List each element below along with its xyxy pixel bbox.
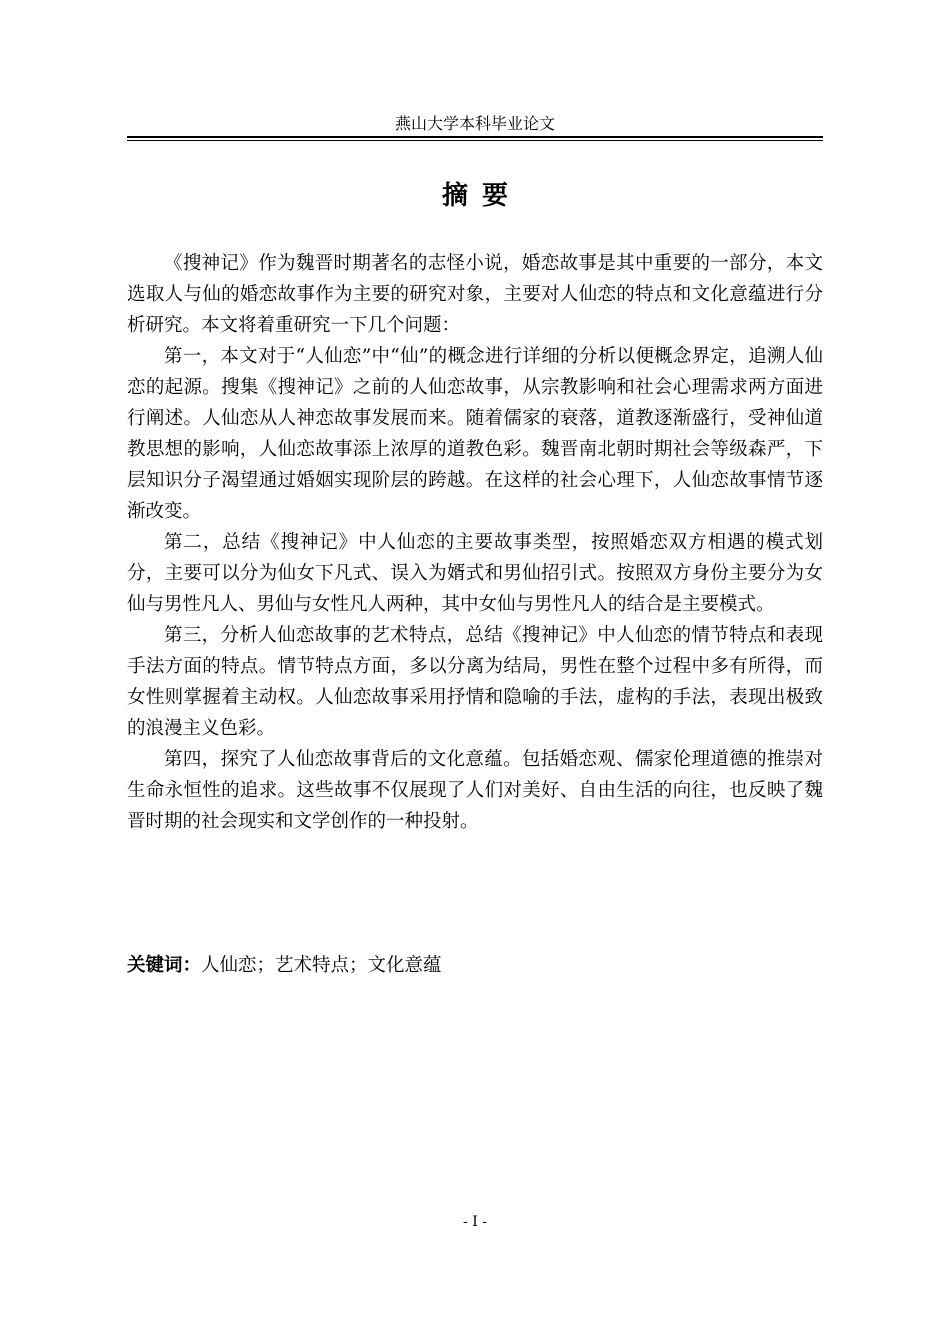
header-rule-thin (127, 140, 823, 141)
keywords-value: 人仙恋；艺术特点；文化意蕴 (201, 955, 442, 976)
header-rule-thick (127, 136, 823, 138)
keywords-line (127, 952, 823, 980)
abstract-title: 摘要 (441, 181, 522, 211)
running-header: 燕山大学本科毕业论文 (394, 114, 555, 133)
keywords-label: 关键词： (127, 955, 202, 976)
abstract-body (127, 248, 823, 837)
abstract-paragraph-first: 第一，本文对于“人仙恋”中“仙”的概念进行详细的分析以便概念界定，追溯人仙恋的起源。搜集《搜神记》之前的人仙恋故事，从宗教影响和社会心理需求两方面进行阐述。人仙恋从人神恋故事发展而来。随着儒家的衰落，道教逐渐盛行，受神仙道教思想的影响，人仙恋故事添上浓厚的道教色彩。魏晋南北朝时期社会等级森严，下层知识分子渴望通过婚姻实现阶层的跨越。在这样的社会心理下，人仙恋故事情节逐渐改变。 (127, 346, 823, 522)
abstract-paragraph-fourth: 第四，探究了人仙恋故事背后的文化意蕴。包括婚恋观、儒家伦理道德的推崇对生命永恒性的追求。这些故事不仅展现了人们对美好、自由生活的向往，也反映了魏晋时期的社会现实和文学创作的一种投射。 (127, 749, 823, 832)
abstract-paragraph-intro: 《搜神记》作为魏晋时期著名的志怪小说，婚恋故事是其中重要的一部分，本文选取人与仙的婚恋故事作为主要的研究对象，主要对人仙恋的特点和文化意蕴进行分析研究。本文将着重研究一下几个问题： (127, 253, 823, 336)
abstract-paragraph-third: 第三，分析人仙恋故事的艺术特点，总结《搜神记》中人仙恋的情节特点和表现手法方面的特点。情节特点方面，多以分离为结局，男性在整个过程中多有所得，而女性则掌握着主动权。人仙恋故事采用抒情和隐喻的手法，虚构的手法，表现出极致的浪漫主义色彩。 (127, 625, 823, 739)
abstract-paragraph-second: 第二，总结《搜神记》中人仙恋的主要故事类型，按照婚恋双方相遇的模式划分，主要可以分为仙女下凡式、误入为婿式和男仙招引式。按照双方身份主要分为女仙与男性凡人、男仙与女性凡人两种，其中女仙与男性凡人的结合是主要模式。 (127, 532, 823, 615)
page-number: - I - (463, 1214, 487, 1230)
